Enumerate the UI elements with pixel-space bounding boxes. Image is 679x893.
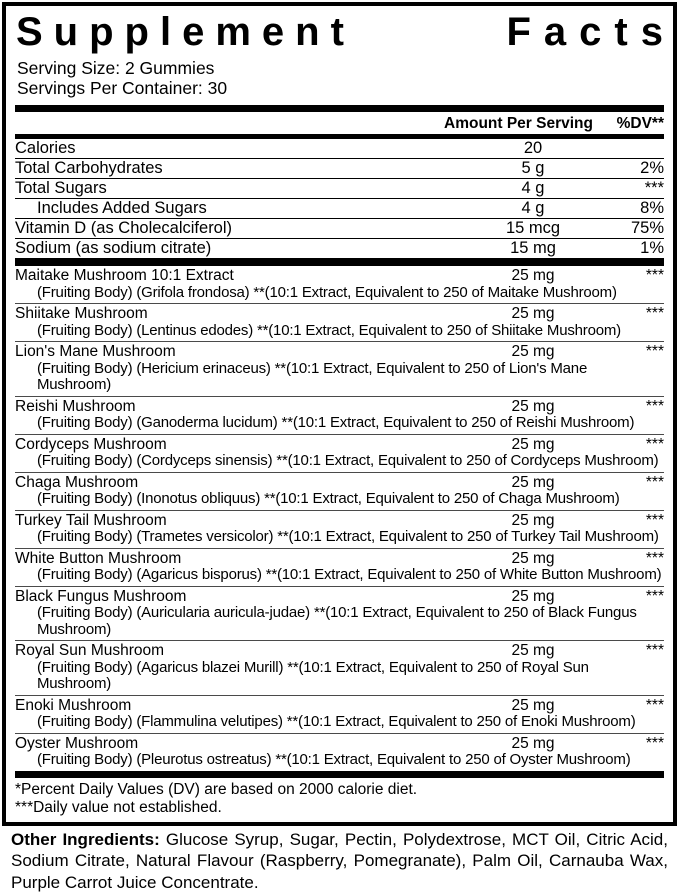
mushroom-entry <box>15 342 664 397</box>
mushroom-row <box>15 588 664 606</box>
mushroom-row-dv: *** <box>608 343 664 361</box>
mushroom-description: (Fruiting Body) (Hericium erinaceus) **(10:1 Extract, Equivalent to 250 of Lion's Mane Mushroom) <box>15 361 664 394</box>
footnote-not-established: ***Daily value not established. <box>15 799 664 817</box>
mushroom-entry <box>15 734 664 771</box>
footnote-dv: *Percent Daily Values (DV) are based on 2000 calorie diet. <box>15 781 664 799</box>
mushroom-row <box>15 474 664 492</box>
mushroom-description: (Fruiting Body) (Auricularia auricula-judae) **(10:1 Extract, Equivalent to 250 of Black Fungus Mushroom) <box>15 605 664 638</box>
nutrient-row-name: Total Carbohydrates <box>15 160 458 177</box>
mushroom-row-dv: *** <box>608 474 664 492</box>
mushroom-description: (Fruiting Body) (Ganoderma lucidum) **(10:1 Extract, Equivalent to 250 of Reishi Mushroom) <box>15 415 664 432</box>
serving-size: Serving Size: 2 Gummies <box>17 58 664 78</box>
nutrient-row-amount: 5 g <box>458 160 608 177</box>
panel-title <box>15 9 664 56</box>
mushroom-row-amount: 25 mg <box>458 735 608 753</box>
mushroom-row <box>15 398 664 416</box>
mushroom-entry <box>15 587 664 642</box>
mushroom-entry <box>15 473 664 511</box>
mushroom-row-dv: *** <box>608 697 664 715</box>
nutrient-row-dv: 2% <box>608 160 664 177</box>
mushroom-row-dv: *** <box>608 436 664 454</box>
mushroom-row-dv: *** <box>608 512 664 530</box>
mushroom-description: (Fruiting Body) (Pleurotus ostreatus) **(10:1 Extract, Equivalent to 250 of Oyster Mushroom) <box>15 752 664 769</box>
nutrient-row-name: Calories <box>15 140 458 157</box>
mushroom-row <box>15 267 664 285</box>
mushroom-row-name: Lion's Mane Mushroom <box>15 343 458 361</box>
mushroom-entry <box>15 641 664 696</box>
mushroom-row <box>15 697 664 715</box>
mushroom-row-amount: 25 mg <box>458 642 608 660</box>
nutrient-row-amount: 15 mcg <box>458 220 608 237</box>
mushroom-row-dv: *** <box>608 398 664 416</box>
mushroom-row <box>15 305 664 323</box>
mushroom-entry <box>15 511 664 549</box>
mushroom-row-dv: *** <box>608 642 664 660</box>
supplement-facts-label <box>0 2 679 806</box>
other-ingredients-label: Other Ingredients: <box>11 830 160 849</box>
divider-thick-middle <box>15 258 664 266</box>
mushroom-row <box>15 550 664 568</box>
nutrient-row <box>15 179 664 199</box>
other-ingredients <box>11 829 668 893</box>
mushroom-row-dv: *** <box>608 267 664 285</box>
nutrient-row <box>15 219 664 239</box>
mushroom-row-name: Maitake Mushroom 10:1 Extract <box>15 267 458 285</box>
mushroom-entry <box>15 696 664 734</box>
mushroom-description: (Fruiting Body) (Lentinus edodes) **(10:1 Extract, Equivalent to 250 of Shiitake Mushroom) <box>15 323 664 340</box>
mushroom-row-amount: 25 mg <box>458 398 608 416</box>
mushroom-row-amount: 25 mg <box>458 550 608 568</box>
mushroom-description: (Fruiting Body) (Inonotus obliquus) **(10:1 Extract, Equivalent to 250 of Chaga Mushroom) <box>15 491 664 508</box>
nutrient-row-name: Vitamin D (as Cholecalciferol) <box>15 220 458 237</box>
serving-info <box>15 56 664 101</box>
mushroom-entry <box>15 397 664 435</box>
mushroom-row-amount: 25 mg <box>458 267 608 285</box>
mushroom-row-name: Turkey Tail Mushroom <box>15 512 458 530</box>
nutrient-row-dv: *** <box>608 180 664 197</box>
mushroom-row-amount: 25 mg <box>458 697 608 715</box>
mushroom-entry <box>15 266 664 304</box>
nutrient-row <box>15 199 664 219</box>
mushroom-entry <box>15 435 664 473</box>
mushroom-row-dv: *** <box>608 735 664 753</box>
mushroom-row-dv: *** <box>608 550 664 568</box>
nutrient-row-name: Sodium (as sodium citrate) <box>15 240 458 257</box>
nutrient-row-dv: 8% <box>608 200 664 217</box>
nutrient-row-dv: 1% <box>608 240 664 257</box>
mushroom-description: (Fruiting Body) (Grifola frondosa) **(10:1 Extract, Equivalent to 250 of Maitake Mushroom) <box>15 285 664 302</box>
nutrient-row-dv: 75% <box>608 220 664 237</box>
title-word-supplement: Supplement <box>16 10 355 54</box>
mushroom-row-name: Reishi Mushroom <box>15 398 458 416</box>
nutrient-row-amount: 15 mg <box>458 240 608 257</box>
mushroom-row-name: Enoki Mushroom <box>15 697 458 715</box>
mushroom-entry <box>15 304 664 342</box>
facts-panel <box>2 2 677 826</box>
nutrient-row-amount: 20 <box>458 140 608 157</box>
mushroom-row-dv: *** <box>608 305 664 323</box>
mushroom-description: (Fruiting Body) (Cordyceps sinensis) **(10:1 Extract, Equivalent to 250 of Cordyceps Mushroom) <box>15 453 664 470</box>
mushroom-description: (Fruiting Body) (Agaricus bisporus) **(10:1 Extract, Equivalent to 250 of White Button Mushroom) <box>15 567 664 584</box>
mushroom-row-amount: 25 mg <box>458 305 608 323</box>
mushroom-row-amount: 25 mg <box>458 343 608 361</box>
title-word-facts: Facts <box>507 10 677 54</box>
nutrient-row-amount: 4 g <box>458 180 608 197</box>
column-header-row <box>15 112 664 134</box>
mushroom-row-dv: *** <box>608 588 664 606</box>
nutrient-row <box>15 159 664 179</box>
mushroom-row-name: Royal Sun Mushroom <box>15 642 458 660</box>
mushroom-row <box>15 735 664 753</box>
other-ingredients-text: Glucose Syrup, Sugar, Pectin, Polydextrose, MCT Oil, Citric Acid, Sodium Citrate, Natural Flavour (Raspberry, Pomegranate), Palm Oil, Carnauba Wax, Purple Carrot Juice Concentrate. <box>11 830 668 892</box>
mushroom-row-amount: 25 mg <box>458 474 608 492</box>
nutrient-row-name: Total Sugars <box>15 180 458 197</box>
dv-header: %DV** <box>608 116 664 131</box>
divider-thick-bottom <box>15 771 664 778</box>
mushroom-row-name: White Button Mushroom <box>15 550 458 568</box>
mushroom-row-amount: 25 mg <box>458 588 608 606</box>
mushroom-row <box>15 436 664 454</box>
nutrient-row <box>15 239 664 258</box>
divider-thick-top <box>15 105 664 112</box>
mushroom-description: (Fruiting Body) (Trametes versicolor) **(10:1 Extract, Equivalent to 250 of Turkey Tail Mushroom) <box>15 529 664 546</box>
mushroom-row-name: Shiitake Mushroom <box>15 305 458 323</box>
nutrient-rows <box>15 139 664 258</box>
mushroom-description: (Fruiting Body) (Agaricus blazei Murill) **(10:1 Extract, Equivalent to 250 of Royal Sun Mushroom) <box>15 660 664 693</box>
nutrient-row-amount: 4 g <box>458 200 608 217</box>
amount-per-serving-header: Amount Per Serving <box>444 116 593 131</box>
mushroom-row-amount: 25 mg <box>458 436 608 454</box>
nutrient-row-name: Includes Added Sugars <box>15 200 458 217</box>
mushroom-row-name: Black Fungus Mushroom <box>15 588 458 606</box>
footnotes <box>15 778 664 818</box>
mushroom-row <box>15 512 664 530</box>
servings-per-container: Servings Per Container: 30 <box>17 78 664 98</box>
nutrient-row <box>15 139 664 159</box>
mushroom-row <box>15 343 664 361</box>
mushroom-entry <box>15 549 664 587</box>
mushroom-row-name: Cordyceps Mushroom <box>15 436 458 454</box>
mushroom-description: (Fruiting Body) (Flammulina velutipes) **(10:1 Extract, Equivalent to 250 of Enoki Mushroom) <box>15 714 664 731</box>
mushroom-rows <box>15 266 664 771</box>
mushroom-row-name: Chaga Mushroom <box>15 474 458 492</box>
mushroom-row <box>15 642 664 660</box>
mushroom-row-name: Oyster Mushroom <box>15 735 458 753</box>
mushroom-row-amount: 25 mg <box>458 512 608 530</box>
